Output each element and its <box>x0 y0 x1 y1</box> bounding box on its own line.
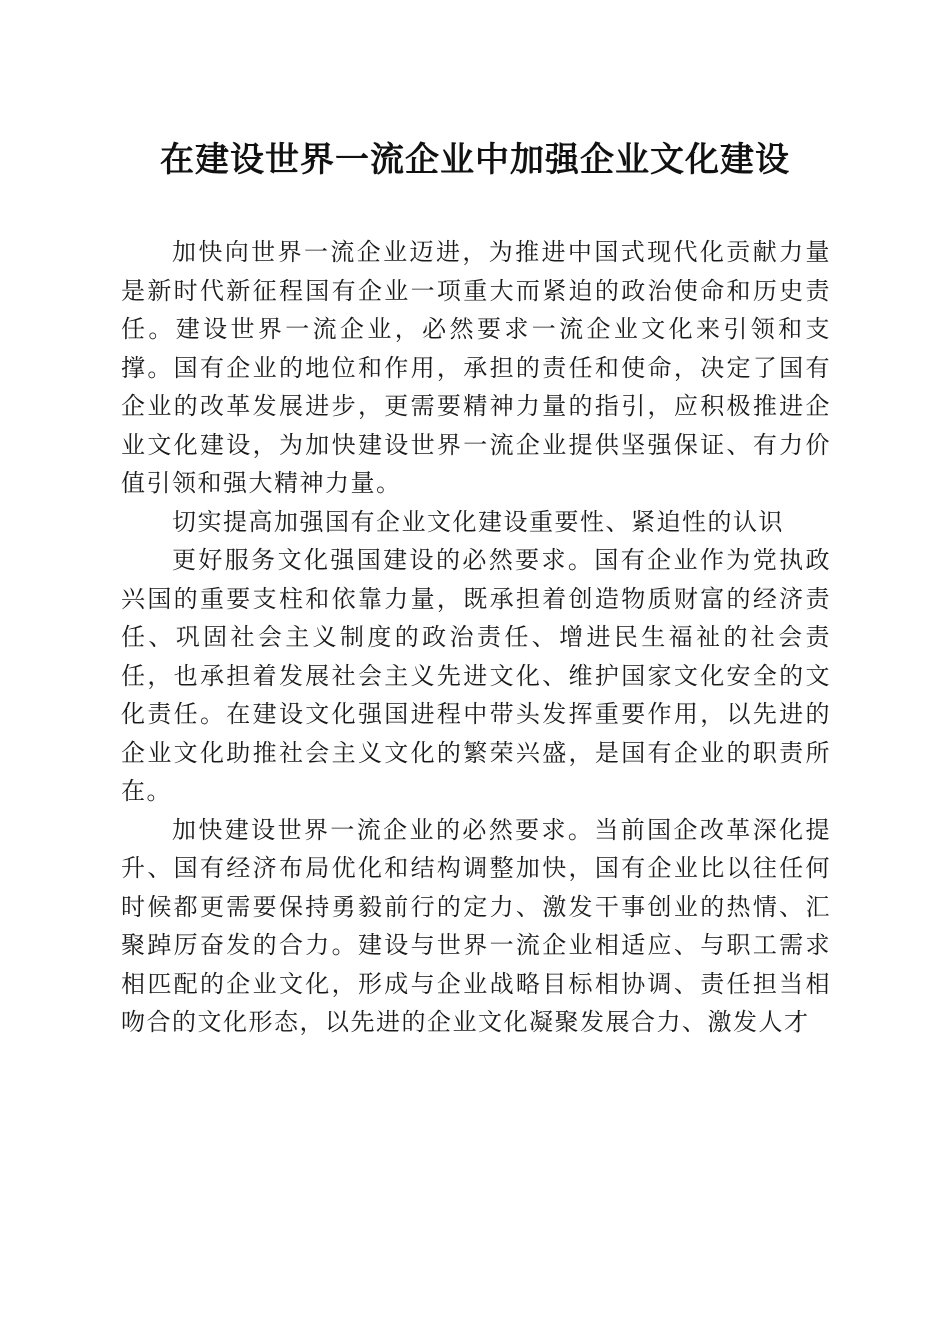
document-title: 在建设世界一流企业中加强企业文化建设 <box>160 140 790 180</box>
paragraph-intro: 加快向世界一流企业迈进，为推进中国式现代化贡献力量是新时代新征程国有企业一项重大而紧迫的政治使命和历史责任。建设世界一流企业，必然要求一流企业文化来引领和支撑。国有企业的地位和作用，承担的责任和使命，决定了国有企业的改革发展进步，更需要精神力量的指引，应积极推进企业文化建设，为加快建设世界一流企业提供坚强保证、有力价值引领和强大精神力量。 <box>121 238 831 497</box>
document-body <box>121 233 831 1042</box>
paragraph-culture-power: 更好服务文化强国建设的必然要求。国有企业作为党执政兴国的重要支柱和依靠力量，既承担着创造物质财富的经济责任、巩固社会主义制度的政治责任、增进民生福祉的社会责任，也承担着发展社会主义先进文化、维护国家文化安全的文化责任。在建设文化强国进程中带头发挥重要作用，以先进的企业文化助推社会主义文化的繁荣兴盛，是国有企业的职责所在。 <box>121 546 831 805</box>
section-heading: 切实提高加强国有企业文化建设重要性、紧迫性的认识 <box>172 507 784 536</box>
paragraph-world-class: 加快建设世界一流企业的必然要求。当前国企改革深化提升、国有经济布局优化和结构调整加快，国有企业比以往任何时候都更需要保持勇毅前行的定力、激发干事创业的热情、汇聚踔厉奋发的合力。建设与世界一流企业相适应、与职工需求相匹配的企业文化，形成与企业战略目标相协调、责任担当相吻合的文化形态，以先进的企业文化凝聚发展合力、激发人才 <box>121 815 831 1036</box>
